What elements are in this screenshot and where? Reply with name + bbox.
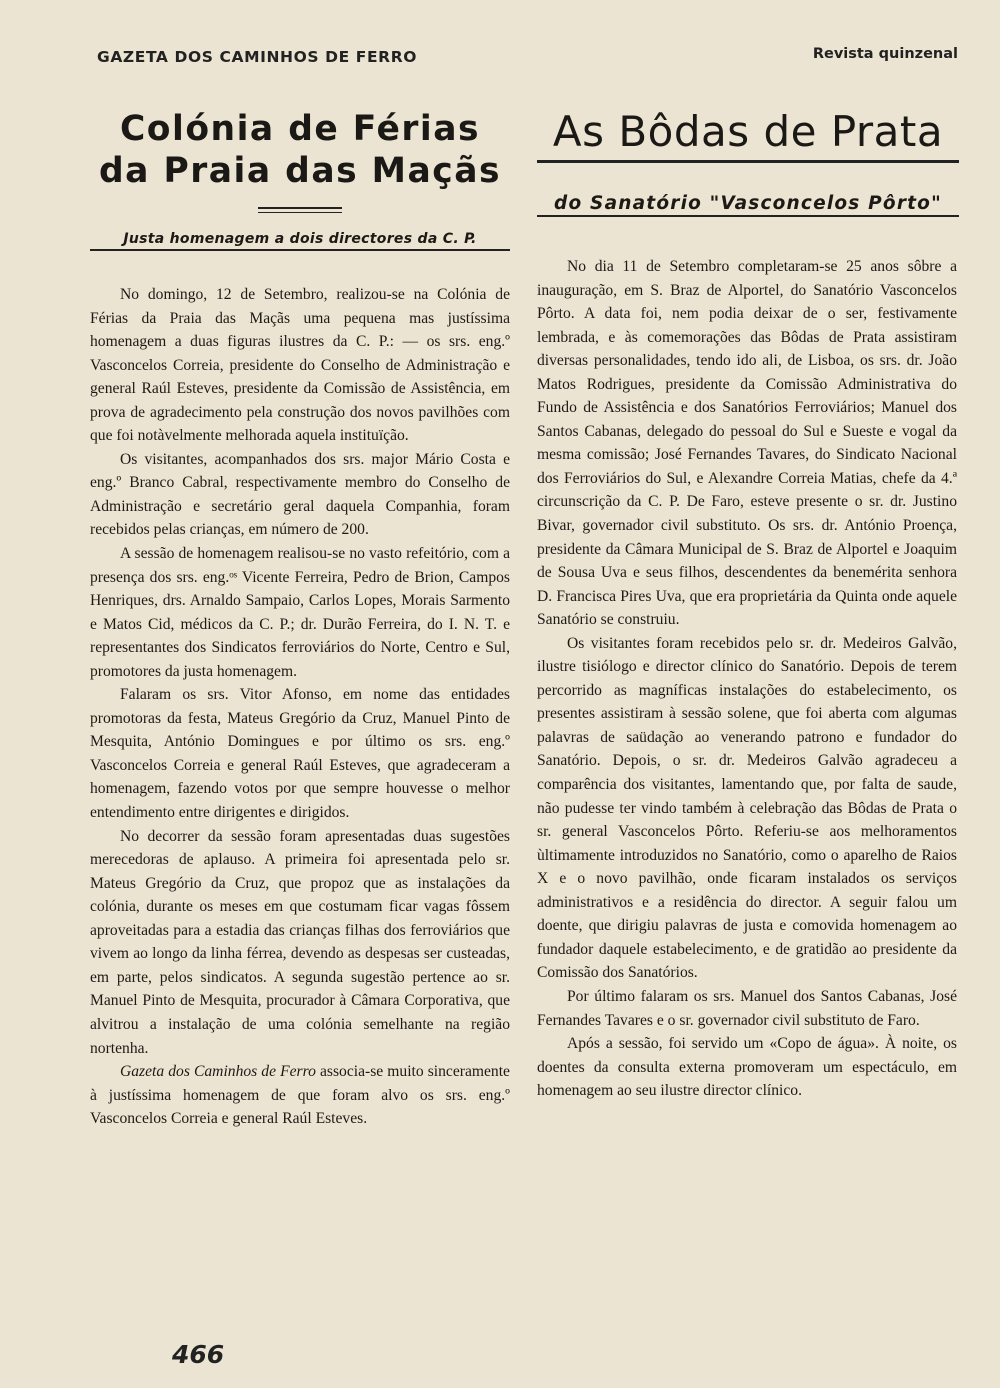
right-article-title: As Bôdas de Prata bbox=[552, 107, 944, 156]
left-paragraph: Os visitantes, acompanhados dos srs. major Mário Costa e eng.º Branco Cabral, respectivamente membro do Conselho de Administração e secretário geral daquela Companhia, foram recebidos pelas crianças, em número de 200. bbox=[90, 450, 510, 539]
left-title-line-2: da Praia das Maçãs bbox=[98, 151, 502, 191]
left-paragraph: Falaram os srs. Vitor Afonso, em nome das entidades promotoras da festa, Mateus Gregório da Cruz, Manuel Pinto de Mesquita, António Domingues e por último os srs. eng.º Vasconcelos Correia e general Raúl Esteves, que agradeceram a homenagem, fazendo votos por que sempre houvesse o melhor entendimento entre dirigentes e dirigidos. bbox=[90, 686, 510, 822]
right-paragraph: No dia 11 de Setembro completaram-se 25 anos sôbre a inauguração, em S. Braz de Alportel, do Sanatório Vasconcelos Pôrto. A data foi, nem podia deixar de o ser, festivamente lembrada, e às comemorações das Bôdas de Prata assistiram diversas personalidades, tendo ido ali, de Lisboa, os srs. dr. João Matos Rodrigues, presidente da Comissão Administrativa do Fundo de Assistência e dos Sanatórios Ferroviários; Manuel dos Santos Cabanas, delegado do pessoal do Sul e Sueste e vogal da mesma comissão; José Fernandes Tavares, do Sindicato Nacional dos Ferroviários do Sul, e Alexandre Correia Matias, chefe da 4.ª circunscrição da C. P. De Faro, esteve presente o sr. dr. Justino Bivar, governador civil substituto. Os srs. dr. António Proença, presidente da Câmara Municipal de S. Braz de Alportel e Joaquim de Sousa Uva e seus filhos, descendentes da benemérita senhora D. Francisca Pires Uva, que era proprietária da Quinta onde aquele Sanatório se construiu. bbox=[537, 258, 957, 629]
left-article-subtitle: Justa homenagem a dois directores da C. P. bbox=[90, 231, 510, 251]
closing-text: associa-se muito sinceramente à justíssima homenagem de que foram alvo os srs. eng.º Vasconcelos Correia e general Raúl Esteves. bbox=[90, 1063, 510, 1128]
right-article-subtitle: do Sanatório "Vasconcelos Pôrto" bbox=[537, 193, 959, 217]
right-paragraph: Por último falaram os srs. Manuel dos Santos Cabanas, José Fernandes Tavares e o sr. governador civil substituto de Faro. bbox=[537, 987, 957, 1029]
left-title-divider bbox=[258, 207, 342, 213]
publication-name-italic: Gazeta dos Caminhos de Ferro bbox=[120, 1063, 316, 1081]
left-title-line-1: Colónia de Férias bbox=[119, 109, 481, 149]
right-title-divider bbox=[537, 160, 959, 163]
left-closing-paragraph bbox=[90, 1060, 510, 1131]
right-paragraph: Os visitantes foram recebidos pelo sr. dr. Medeiros Galvão, ilustre tisiólogo e director clínico do Sanatório. Depois de terem percorrido as magníficas instalações do estabelecimento, os presentes assistiram à sessão solene, que foi aberta com algumas palavras de saüdação ao venerando patrono e fundador do Sanatório. Depois, o sr. dr. Medeiros Galvão agradeceu a comparência dos visitantes, lamentando que, por falta de saude, não pudesse ter vindo também à celebração das Bôdas de Prata o sr. general Vasconcelos Pôrto. Referiu-se aos melhoramentos ùltimamente introduzidos no Sanatório, como o aparelho de Raios X e o novo pavilhão, onde ficaram instalados os serviços administrativos e a residência do director. A seguir falou um doente, que dirigiu palavras de justa e comovida homenagem ao fundador daquele estabelecimento, e de gratidão ao presidente da Comissão dos Sanatórios. bbox=[537, 634, 957, 982]
left-article-body bbox=[90, 283, 510, 1131]
right-article-body bbox=[537, 255, 957, 1103]
page-number: 466 bbox=[172, 1340, 225, 1369]
left-article-title bbox=[90, 108, 510, 192]
right-paragraph: Após a sessão, foi servido um «Copo de água». À noite, os doentes da consulta externa promoveram um espectáculo, em homenagem ao seu ilustre director clínico. bbox=[537, 1035, 957, 1100]
periodicity-header: Revista quinzenal bbox=[812, 46, 958, 62]
left-paragraph: A sessão de homenagem realisou-se no vasto refeitório, com a presença dos srs. eng.ᵒˢ Vicente Ferreira, Pedro de Brion, Campos Henriques, drs. Arnaldo Sampaio, Carlos Lopes, Morais Sarmento e Matos Cid, médicos da C. P.; dr. Durão Ferreira, do I. N. T. e representantes dos Sindicatos ferroviários do Norte, Centro e Sul, promotores da justa homenagem. bbox=[90, 545, 510, 680]
publication-header: GAZETA DOS CAMINHOS DE FERRO bbox=[97, 48, 418, 66]
left-paragraph: No decorrer da sessão foram apresentadas duas sugestões merecedoras de aplauso. A primeira foi apresentada pelo sr. Mateus Gregório da Cruz, que propoz que as instalações da colónia, durante os meses em que costumam ficar vagas fôssem aproveitadas para a estadia das crianças filhas dos ferroviários que vivem ao longo da linha férrea, devendo as despesas ser custeadas, em parte, pelos sindicatos. A segunda sugestão pertence ao sr. Manuel Pinto de Mesquita, procurador à Câmara Corporativa, que alvitrou a instalação de uma colónia semelhante na região nortenha. bbox=[90, 827, 510, 1057]
left-paragraph: No domingo, 12 de Setembro, realizou-se na Colónia de Férias da Praia das Maçãs uma pequena mas justíssima homenagem a duas figuras ilustres da C. P.: — os srs. eng.º Vasconcelos Correia, presidente do Conselho de Administração e general Raúl Esteves, presidente da Comissão de Assistência, em prova de agradecimento pela construção dos novos pavilhões com que foi notàvelmente melhorada aquela instituïção. bbox=[90, 286, 510, 445]
